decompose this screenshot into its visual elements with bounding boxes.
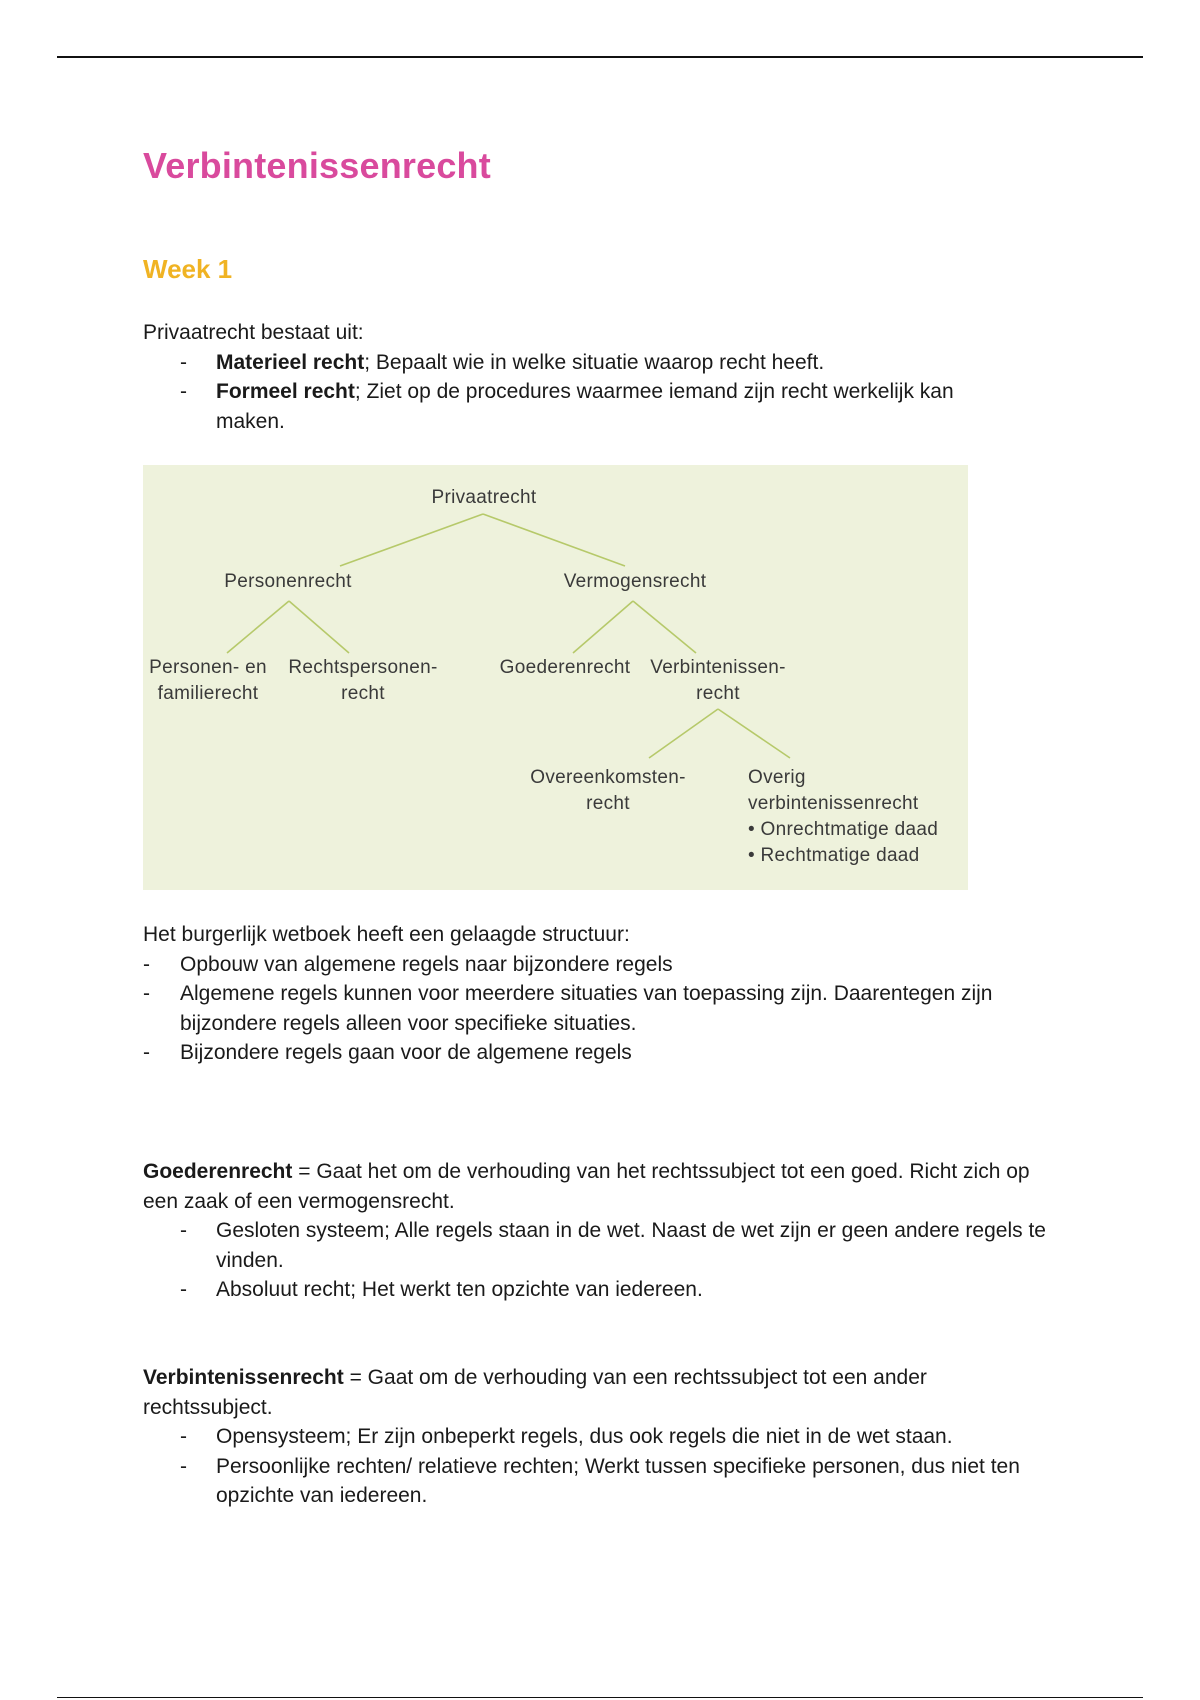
goederenrecht-definition [143, 1157, 1073, 1216]
node-privaatrecht: Privaatrecht [431, 487, 537, 508]
dash-bullet: - [180, 380, 187, 403]
dash-bullet: - [180, 1454, 187, 1478]
node-sub-rechtmatige-daad: • Rechtmatige daad [748, 845, 920, 866]
node-line: Verbintenissen- [650, 657, 786, 678]
item-term: Materieel recht [216, 350, 365, 374]
node-line: familierecht [157, 683, 259, 704]
footer-rule [57, 1697, 1143, 1698]
node-personenrecht: Personenrecht [224, 571, 352, 592]
dash-bullet: - [180, 350, 187, 374]
node-line: recht [586, 793, 630, 814]
intro-lead: Privaatrecht bestaat uit: [143, 321, 364, 344]
list-item [143, 979, 1073, 1038]
item-text: Gesloten systeem; Alle regels staan in de wet. Naast de wet zijn er geen andere regels te vinden. [216, 1219, 1046, 1272]
privaatrecht-diagram [143, 465, 968, 890]
list-item [143, 1038, 1073, 1068]
definition-term: Goederenrecht [143, 1160, 293, 1183]
node-rechtspersonenrecht [283, 655, 443, 707]
node-line: Overig [748, 767, 806, 788]
item-term: Formeel recht [216, 380, 355, 403]
bw-list [143, 950, 1073, 1068]
verbintenissenrecht-list [143, 1422, 1073, 1511]
item-text: ; Ziet op de procedures waarmee iemand zijn recht werkelijk kan maken. [216, 380, 954, 433]
node-line: recht [341, 683, 385, 704]
verbintenissenrecht-definition [143, 1363, 1073, 1422]
item-text: Algemene regels kunnen voor meerdere situaties van toepassing zijn. Daarentegen zijn bijzondere regels alleen voor specifieke situaties. [180, 982, 993, 1035]
list-item [143, 1216, 1073, 1275]
bw-section [143, 920, 1073, 1068]
dash-bullet: - [143, 982, 150, 1005]
definition-text: = Gaat om de verhouding van een rechtssubject tot een ander rechtssubject. [143, 1366, 927, 1419]
dash-bullet: - [180, 1219, 187, 1242]
dash-bullet: - [180, 1425, 187, 1448]
connector-verbintenissen-overeenkomsten [649, 709, 718, 758]
bw-lead: Het burgerlijk wetboek heeft een gelaagde structuur: [143, 923, 630, 946]
list-item [143, 1452, 1073, 1511]
list-item [143, 1275, 1073, 1305]
node-line: Overeenkomsten- [530, 767, 686, 788]
node-vermogensrecht: Vermogensrecht [563, 571, 707, 592]
node-overeenkomstenrecht [518, 765, 698, 817]
list-item [143, 1422, 1073, 1452]
dash-bullet: - [143, 1041, 150, 1064]
connector-root-vermogens [483, 514, 625, 566]
node-line: verbintenissenrecht [748, 793, 919, 814]
node-goederenrecht: Goederenrecht [499, 657, 631, 678]
item-text: Bijzondere regels gaan voor de algemene regels [180, 1041, 632, 1064]
node-overig-verbintenissenrecht [748, 765, 938, 869]
goederenrecht-section [143, 1157, 1073, 1305]
item-text: Absoluut recht; Het werkt ten opzichte van iedereen. [216, 1278, 703, 1301]
item-text: Opensysteem; Er zijn onbeperkt regels, dus ook regels die niet in de wet staan. [216, 1425, 953, 1448]
page-title: Verbintenissenrecht [143, 145, 491, 186]
node-sub-onrechtmatige-daad: • Onrechtmatige daad [748, 819, 939, 840]
list-item [143, 348, 1073, 378]
connector-personen-rechtspersonen [289, 601, 349, 653]
connector-vermogens-goederen [573, 601, 633, 653]
item-text: ; Bepaalt wie in welke situatie waarop recht heeft. [364, 350, 825, 374]
list-item [143, 950, 1073, 980]
connector-verbintenissen-overig [718, 709, 790, 758]
item-text: Persoonlijke rechten/ relatieve rechten; Werkt tussen specifieke personen, dus niet ten opzichte van iedereen. [216, 1454, 1020, 1507]
node-line: Personen- en [149, 657, 267, 678]
dash-bullet: - [180, 1278, 187, 1301]
intro-list [143, 348, 1073, 437]
connector-vermogens-verbintenissen [633, 601, 696, 653]
section-heading-week: Week 1 [143, 254, 233, 284]
connector-personen-familie [227, 601, 289, 653]
dash-bullet: - [143, 952, 150, 976]
header-rule [57, 56, 1143, 58]
definition-text: = Gaat het om de verhouding van het rechtssubject tot een goed. Richt zich op een zaak of een vermogensrecht. [143, 1160, 1030, 1213]
node-verbintenissenrecht [643, 655, 793, 707]
node-line: recht [696, 683, 740, 704]
connector-root-personen [340, 514, 483, 566]
goederenrecht-list [143, 1216, 1073, 1305]
definition-term: Verbintenissenrecht [143, 1366, 344, 1389]
item-text: Opbouw van algemene regels naar bijzondere regels [180, 952, 673, 976]
intro-section [143, 318, 1073, 436]
node-personen-familierecht [143, 655, 273, 707]
node-line: Rechtspersonen- [288, 657, 438, 678]
list-item [143, 377, 1073, 436]
verbintenissenrecht-section [143, 1363, 1073, 1511]
